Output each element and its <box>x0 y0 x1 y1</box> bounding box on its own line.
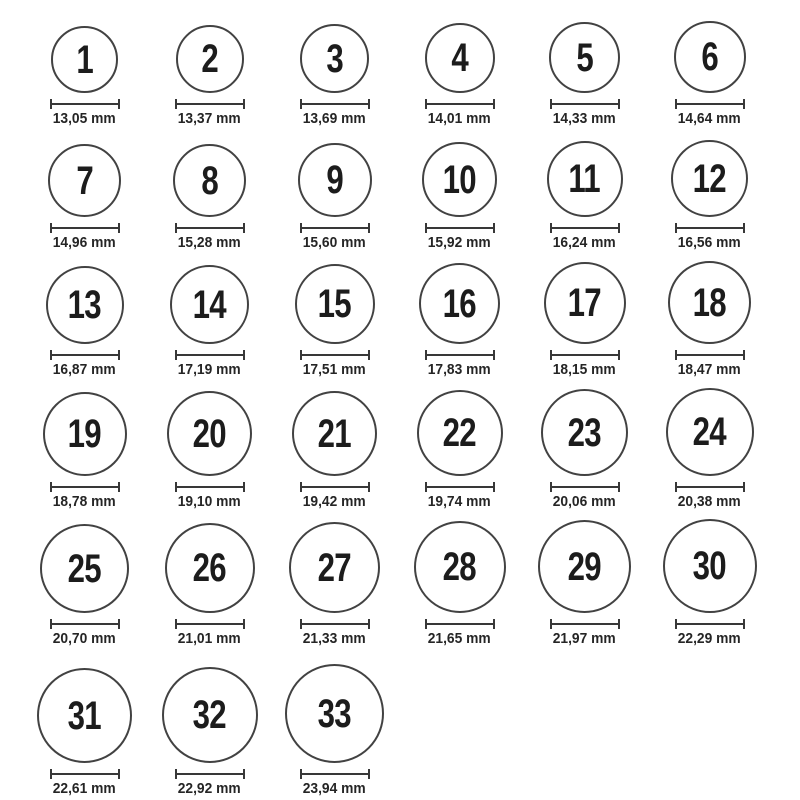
ring-size-cell <box>647 511 772 648</box>
ring-circle <box>300 24 369 93</box>
ring-size-cell <box>22 648 147 798</box>
ring-size-cell <box>22 252 147 379</box>
diameter-measure-line <box>175 99 245 109</box>
ring-size-cell <box>147 252 272 379</box>
diameter-label: 18,15 mm <box>553 361 616 378</box>
diameter-label: 21,97 mm <box>553 630 616 647</box>
diameter-measure-line <box>50 99 120 109</box>
diameter-measure-line <box>50 769 120 779</box>
diameter-label: 21,33 mm <box>303 630 366 647</box>
diameter-label: 19,10 mm <box>178 493 241 510</box>
diameter-measure-line <box>300 99 370 109</box>
ring-circle <box>167 391 252 476</box>
ring-size-cell <box>147 6 272 128</box>
diameter-label: 16,87 mm <box>53 361 116 378</box>
diameter-measure-line <box>550 99 620 109</box>
ring-size-number: 7 <box>76 158 93 203</box>
ring-circle <box>40 524 129 613</box>
ring-circle <box>48 144 121 217</box>
diameter-measure-line <box>50 223 120 233</box>
ring-size-number: 4 <box>451 36 468 80</box>
diameter-measure-line <box>175 769 245 779</box>
diameter-measure-line <box>425 482 495 492</box>
diameter-label: 14,01 mm <box>428 110 491 127</box>
diameter-measure-line <box>550 482 620 492</box>
diameter-measure-line <box>675 99 745 109</box>
ring-size-cell <box>22 379 147 511</box>
ring-circle <box>671 140 748 217</box>
diameter-label: 21,01 mm <box>178 630 241 647</box>
ring-circle <box>414 521 506 613</box>
ring-size-number: 28 <box>442 545 477 589</box>
ring-size-number: 18 <box>692 280 727 325</box>
ring-size-number: 13 <box>67 283 102 327</box>
ring-size-cell <box>22 6 147 128</box>
diameter-label: 22,92 mm <box>178 780 241 797</box>
diameter-label: 15,28 mm <box>178 234 241 251</box>
ring-circle <box>544 262 626 344</box>
ring-circle <box>663 519 757 613</box>
ring-size-cell <box>397 379 522 511</box>
ring-size-number: 20 <box>192 411 227 456</box>
diameter-measure-line <box>50 482 120 492</box>
ring-size-cell <box>147 511 272 648</box>
ring-size-cell <box>397 511 522 648</box>
ring-size-cell <box>522 511 647 648</box>
diameter-label: 19,42 mm <box>303 493 366 510</box>
ring-size-cell <box>647 379 772 511</box>
ring-size-cell <box>647 6 772 128</box>
diameter-measure-line <box>50 350 120 360</box>
ring-size-number: 17 <box>567 281 602 325</box>
ring-size-number: 2 <box>201 37 218 81</box>
ring-size-number: 22 <box>442 411 477 455</box>
ring-circle <box>538 520 631 613</box>
diameter-measure-line <box>550 223 620 233</box>
diameter-measure-line <box>675 350 745 360</box>
diameter-label: 20,38 mm <box>678 493 741 510</box>
diameter-measure-line <box>175 350 245 360</box>
diameter-measure-line <box>550 350 620 360</box>
ring-size-number: 14 <box>192 282 227 327</box>
ring-circle <box>674 21 746 93</box>
ring-circle <box>43 392 127 476</box>
diameter-label: 14,64 mm <box>678 110 741 127</box>
ring-size-number: 31 <box>67 693 102 738</box>
ring-circle <box>46 266 124 344</box>
ring-circle <box>165 523 255 613</box>
ring-size-cell <box>647 128 772 252</box>
ring-size-cell <box>22 128 147 252</box>
ring-size-cell <box>522 128 647 252</box>
ring-size-number: 19 <box>67 412 102 456</box>
diameter-label: 20,70 mm <box>53 630 116 647</box>
diameter-measure-line <box>300 619 370 629</box>
diameter-label: 22,29 mm <box>678 630 741 647</box>
diameter-measure-line <box>425 99 495 109</box>
ring-size-number: 10 <box>442 157 477 202</box>
ring-size-cell <box>272 128 397 252</box>
ring-size-number: 27 <box>317 545 352 590</box>
diameter-label: 14,96 mm <box>53 234 116 251</box>
ring-circle <box>549 22 620 93</box>
ring-circle <box>285 664 384 763</box>
ring-size-number: 23 <box>567 410 602 455</box>
ring-size-number: 3 <box>326 36 343 81</box>
diameter-label: 20,06 mm <box>553 493 616 510</box>
ring-circle <box>37 668 132 763</box>
ring-circle <box>292 391 377 476</box>
diameter-label: 17,83 mm <box>428 361 491 378</box>
diameter-measure-line <box>425 223 495 233</box>
ring-size-cell <box>272 379 397 511</box>
ring-size-cell <box>22 511 147 648</box>
diameter-measure-line <box>675 619 745 629</box>
ring-circle <box>419 263 500 344</box>
ring-size-cell <box>272 6 397 128</box>
ring-size-cell <box>272 252 397 379</box>
ring-circle <box>295 264 375 344</box>
diameter-measure-line <box>675 482 745 492</box>
ring-size-cell <box>522 379 647 511</box>
ring-size-cell <box>522 6 647 128</box>
diameter-measure-line <box>425 619 495 629</box>
ring-circle <box>176 25 244 93</box>
ring-size-cell <box>397 128 522 252</box>
ring-size-number: 26 <box>192 546 227 590</box>
ring-size-number: 15 <box>317 282 352 326</box>
diameter-measure-line <box>300 223 370 233</box>
ring-size-number: 1 <box>76 37 93 82</box>
ring-size-number: 21 <box>317 411 352 456</box>
ring-size-cell <box>272 648 397 798</box>
diameter-label: 16,56 mm <box>678 234 741 251</box>
ring-size-number: 11 <box>568 157 601 201</box>
ring-circle <box>547 141 623 217</box>
diameter-label: 13,37 mm <box>178 110 241 127</box>
ring-size-cell <box>647 252 772 379</box>
diameter-label: 14,33 mm <box>553 110 616 127</box>
ring-size-cell <box>397 6 522 128</box>
diameter-label: 22,61 mm <box>53 780 116 797</box>
ring-size-number: 9 <box>326 158 343 202</box>
ring-circle <box>51 26 118 93</box>
diameter-label: 15,60 mm <box>303 234 366 251</box>
ring-circle <box>425 23 495 93</box>
ring-size-number: 8 <box>201 158 218 203</box>
diameter-label: 13,69 mm <box>303 110 366 127</box>
ring-size-number: 24 <box>692 410 727 454</box>
diameter-measure-line <box>175 223 245 233</box>
ring-circle <box>170 265 249 344</box>
diameter-measure-line <box>675 223 745 233</box>
diameter-label: 18,78 mm <box>53 493 116 510</box>
ring-circle <box>541 389 628 476</box>
ring-size-number: 25 <box>67 546 102 591</box>
ring-circle <box>417 390 503 476</box>
diameter-measure-line <box>175 619 245 629</box>
diameter-label: 18,47 mm <box>678 361 741 378</box>
diameter-label: 17,51 mm <box>303 361 366 378</box>
diameter-measure-line <box>425 350 495 360</box>
ring-circle <box>298 143 372 217</box>
ring-size-cell <box>272 511 397 648</box>
ring-size-cell <box>397 252 522 379</box>
ring-size-cell <box>147 379 272 511</box>
ring-circle <box>668 261 751 344</box>
ring-circle <box>422 142 497 217</box>
ring-size-number: 30 <box>692 544 727 588</box>
ring-size-number: 5 <box>576 35 593 80</box>
diameter-label: 17,19 mm <box>178 361 241 378</box>
ring-size-number: 29 <box>567 544 602 589</box>
ring-size-number: 33 <box>317 691 352 736</box>
diameter-label: 21,65 mm <box>428 630 491 647</box>
ring-size-cell <box>522 252 647 379</box>
diameter-measure-line <box>300 482 370 492</box>
diameter-measure-line <box>300 350 370 360</box>
diameter-label: 23,94 mm <box>303 780 366 797</box>
diameter-measure-line <box>550 619 620 629</box>
ring-size-number: 32 <box>192 693 227 737</box>
ring-circle <box>666 388 754 476</box>
ring-circle <box>289 522 380 613</box>
diameter-measure-line <box>50 619 120 629</box>
ring-circle <box>162 667 258 763</box>
diameter-label: 15,92 mm <box>428 234 491 251</box>
ring-size-cell <box>147 648 272 798</box>
diameter-measure-line <box>175 482 245 492</box>
diameter-measure-line <box>300 769 370 779</box>
ring-size-number: 16 <box>442 281 477 326</box>
ring-size-cell <box>147 128 272 252</box>
ring-circle <box>173 144 246 217</box>
diameter-label: 16,24 mm <box>553 234 616 251</box>
ring-size-number: 12 <box>692 156 727 201</box>
diameter-label: 19,74 mm <box>428 493 491 510</box>
ring-size-number: 6 <box>701 35 718 79</box>
diameter-label: 13,05 mm <box>53 110 116 127</box>
